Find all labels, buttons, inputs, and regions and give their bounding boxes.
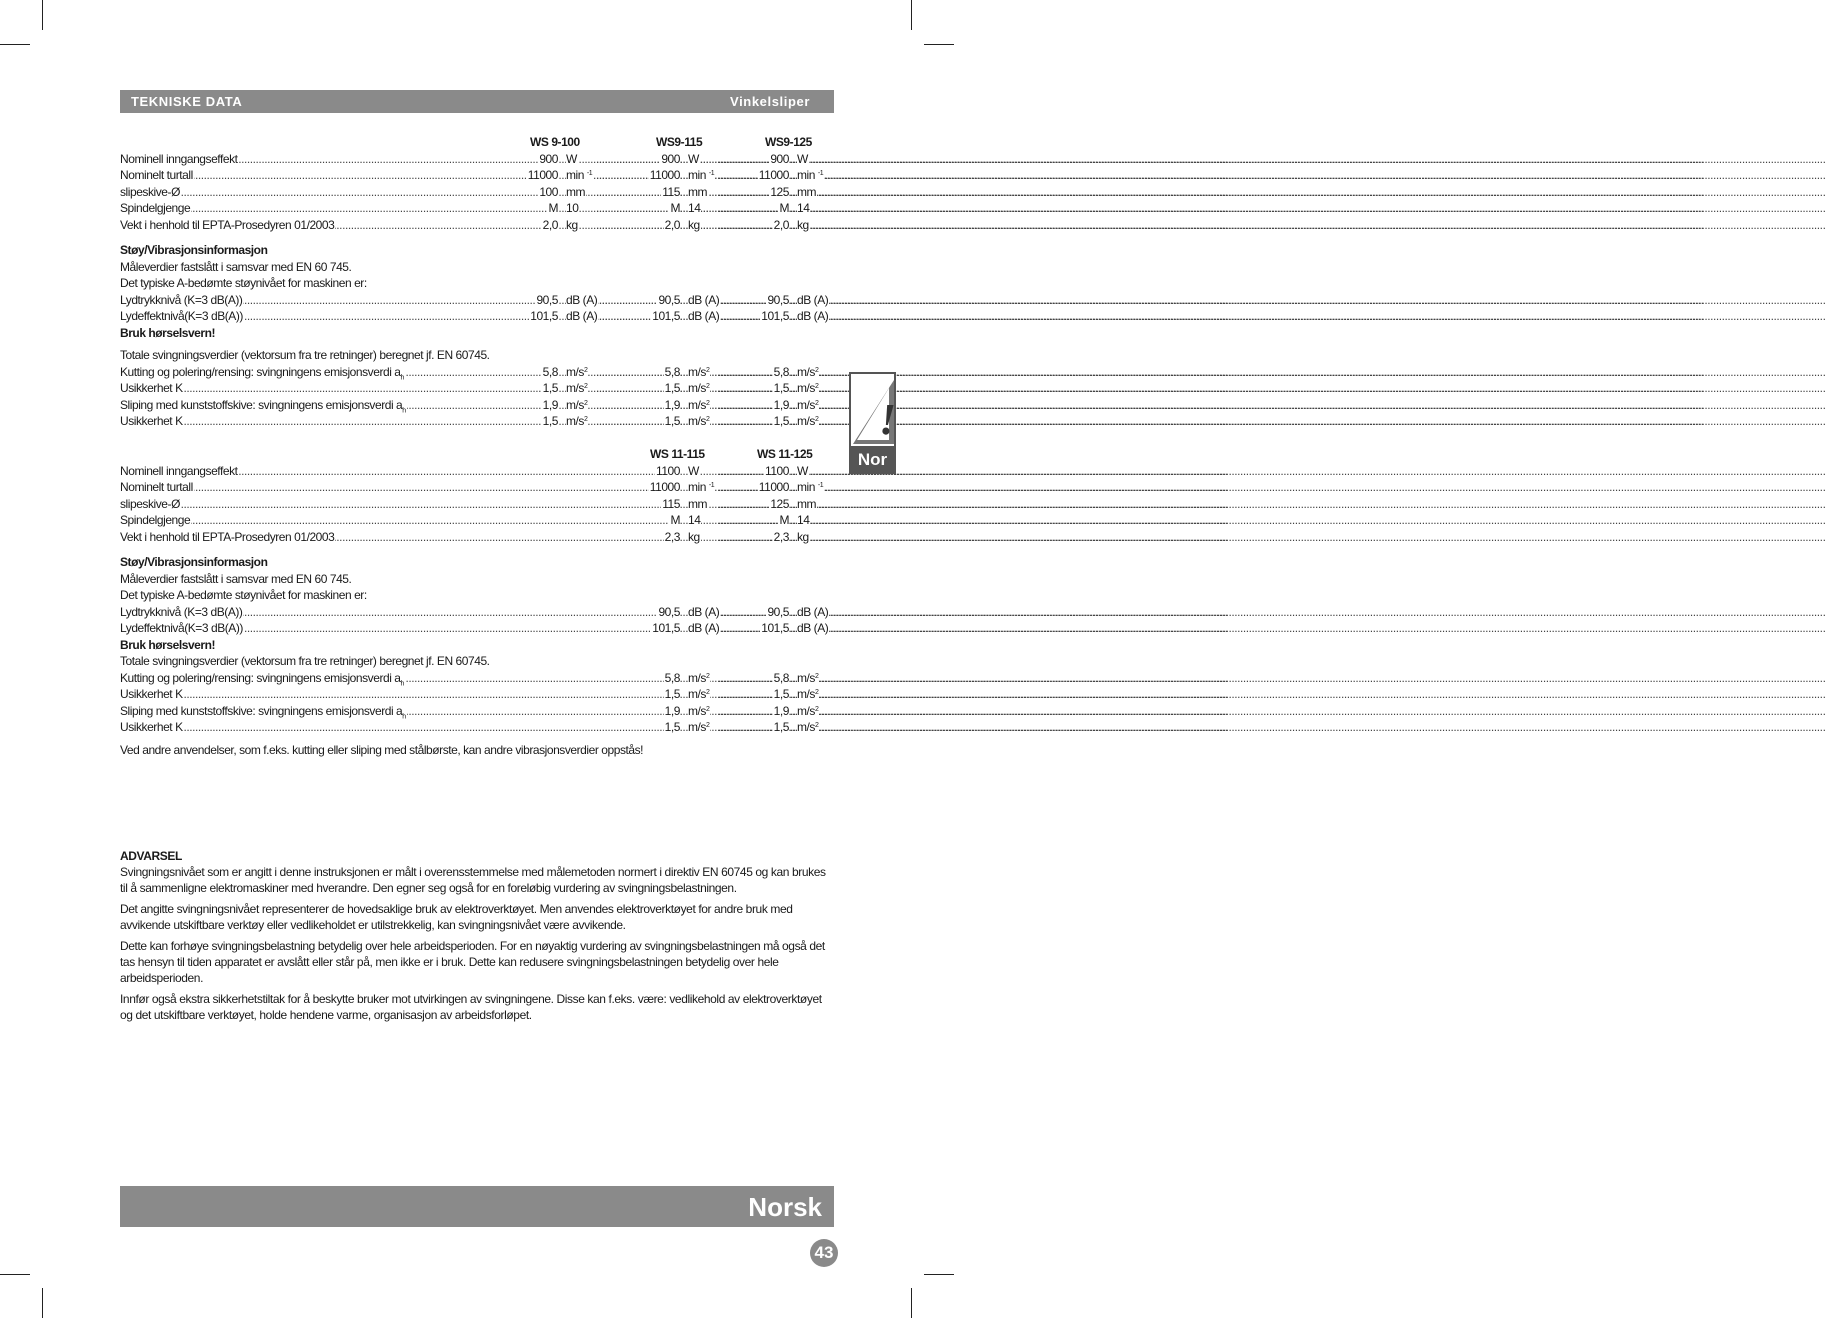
row-label: slipeskive-Ø	[120, 496, 180, 511]
data-row	[120, 292, 834, 309]
row-value: 90,5	[658, 292, 680, 307]
vibration-intro: Totale svingningsverdier (vektorsum fra tre retninger) beregnet jf. EN 60745.	[120, 348, 490, 362]
crop-mark	[42, 1288, 43, 1318]
row-unit: mm	[797, 184, 817, 199]
row-unit: W	[797, 463, 808, 478]
model-name: WS 9-100	[530, 135, 580, 149]
row-unit: mm	[688, 496, 708, 511]
hearing-protection-notice: Bruk hørselsvern!	[120, 637, 216, 652]
row-value: 1,9	[664, 703, 680, 718]
row-value: 90,5	[658, 604, 680, 619]
row-value: 11000	[527, 168, 558, 182]
row-value: 90,5	[767, 292, 789, 307]
row-value: 2,0	[542, 217, 558, 232]
section-header	[120, 90, 834, 113]
data-row	[120, 364, 834, 381]
warning-paragraph: Innfør også ekstra sikkerhetstiltak for å beskytte bruker mot utvirkingen av svingningene. Disse kan f.eks. være: vedlikehold av elektroverktøyet og det utskiftbare verktøyet, holde hendene varme, organisasjon av arbeidsforløpet.	[120, 992, 822, 1022]
crop-mark	[924, 1274, 954, 1275]
row-label: Lydtrykknivå (K=3 dB(A))	[120, 292, 243, 307]
data-row	[120, 463, 834, 480]
model-header-row	[120, 446, 834, 463]
row-value: 101,5	[652, 621, 680, 635]
row-value: M	[779, 201, 789, 215]
row-unit: $m/s^2$	[688, 381, 710, 395]
row-unit: mm	[688, 184, 708, 199]
row-unit: 14	[688, 513, 701, 527]
row-value: 1,9	[542, 397, 558, 412]
row-unit: $m/s^2$	[688, 397, 710, 412]
row-label: Lydeffektnivå(K=3 dB(A))	[120, 621, 243, 635]
row-value: 900	[770, 151, 789, 166]
row-unit: W	[797, 151, 808, 166]
row-value: 101,5	[761, 309, 789, 323]
row-unit: kg	[566, 217, 578, 232]
row-value: 1100	[764, 463, 789, 478]
row-label: Vekt i henhold til EPTA-Prosedyren 01/2003	[120, 217, 335, 232]
row-label: Nominelt turtall	[120, 480, 193, 494]
data-row	[120, 308, 834, 325]
row-value: 90,5	[767, 604, 789, 619]
data-row	[120, 397, 834, 414]
noise-text: Det typiske A-bedømte støynivået for maskinen er:	[120, 588, 367, 602]
row-value: 2,0	[773, 217, 789, 232]
row-label: Sliping med kunststoffskive: svingningens emisjonsverdi $a_h$	[120, 703, 407, 726]
data-row	[120, 670, 834, 687]
crop-mark	[911, 1288, 912, 1318]
row-unit: $m/s^2$	[688, 414, 710, 428]
row-label: Lydeffektnivå(K=3 dB(A))	[120, 309, 243, 323]
data-row	[120, 703, 834, 720]
row-value: 11000	[649, 168, 680, 182]
row-value: 115	[662, 496, 680, 511]
noise-text: Det typiske A-bedømte støynivået for maskinen er:	[120, 276, 367, 290]
row-unit: W	[688, 463, 699, 478]
row-unit: min $^{-1}$	[797, 480, 824, 494]
warning-paragraph: Det angitte svingningsnivået representerer de hovedsaklige bruk av elektroverktøyet. Men anvendes elektroverktøyet for andre bruk med avvikende utskiftbare verktøy eller vedlikeholdet er utilstrekkelig, kan svingningsnivået være avvikende.	[120, 902, 793, 932]
data-row	[120, 529, 834, 546]
row-unit: $m/s^2$	[688, 364, 710, 379]
row-label: Nominelt turtall	[120, 168, 193, 182]
row-unit: $m/s^2$	[797, 414, 819, 428]
row-unit: mm	[566, 184, 586, 199]
row-unit: min $^{-1}$	[797, 168, 824, 182]
row-unit: $m/s^2$	[797, 687, 819, 701]
row-unit: dB (A)	[688, 309, 720, 323]
row-unit: $m/s^2$	[688, 720, 710, 734]
row-value: 11000	[758, 480, 789, 494]
row-unit: kg	[797, 217, 809, 232]
row-label: Lydtrykknivå (K=3 dB(A))	[120, 604, 243, 619]
language-tab-label: Nor	[857, 450, 888, 469]
row-unit: min $^{-1}$	[566, 168, 593, 182]
row-unit: $m/s^2$	[688, 670, 710, 685]
row-value: 1100	[655, 463, 680, 478]
row-label: Usikkerhet K	[120, 720, 183, 734]
row-label: Sliping med kunststoffskive: svingningens emisjonsverdi $a_h$	[120, 397, 407, 420]
row-unit: dB (A)	[688, 604, 720, 619]
row-unit: $m/s^2$	[797, 703, 819, 718]
row-value: 1,5	[664, 720, 680, 734]
row-value: 2,3	[664, 529, 680, 544]
row-value: 1,5	[773, 720, 789, 734]
svg-text:!: !	[879, 395, 897, 444]
row-value: 2,0	[664, 217, 680, 232]
vibration-note: Ved andre anvendelser, som f.eks. kutting eller sliping med stålbørste, kan andre vibrasjonsverdier oppstås!	[120, 742, 644, 757]
model-name: WS9-125	[765, 135, 812, 149]
row-value: 11000	[649, 480, 680, 494]
spec-section-ws11	[120, 446, 834, 758]
row-unit: $m/s^2$	[797, 720, 819, 734]
row-value: 900	[661, 151, 680, 166]
row-value: M	[670, 513, 680, 527]
data-row	[120, 620, 834, 637]
row-unit: dB (A)	[797, 309, 829, 323]
row-value: M	[548, 201, 558, 215]
model-name: WS 11-125	[757, 447, 813, 461]
row-label: Kutting og polering/rensing: svingningens emisjonsverdi $a_h$	[120, 364, 405, 387]
footer-language: Norsk	[748, 1192, 822, 1222]
row-value: 1,5	[773, 381, 789, 395]
row-unit: dB (A)	[688, 292, 720, 307]
row-unit: min $^{-1}$	[688, 168, 715, 182]
row-label: Usikkerhet K	[120, 381, 183, 395]
data-row	[120, 604, 834, 621]
row-unit: $m/s^2$	[797, 364, 819, 379]
data-row	[120, 217, 834, 234]
noise-title: Støy/Vibrasjonsinformasjon	[120, 243, 268, 257]
row-label: Nominell inngangseffekt	[120, 463, 238, 478]
row-value: 125	[770, 496, 789, 511]
row-label: Spindelgjenge	[120, 513, 191, 527]
row-unit: mm	[797, 496, 817, 511]
row-value: 101,5	[652, 309, 680, 323]
row-unit: $m/s^2$	[566, 414, 588, 428]
noise-title: Støy/Vibrasjonsinformasjon	[120, 555, 268, 569]
row-label: Usikkerhet K	[120, 414, 183, 428]
row-value: 1,5	[542, 381, 558, 395]
row-unit: dB (A)	[566, 309, 598, 323]
crop-mark	[924, 44, 954, 45]
vibration-intro: Totale svingningsverdier (vektorsum fra tre retninger) beregnet jf. EN 60745.	[120, 654, 490, 668]
row-unit: 14	[797, 201, 810, 215]
row-value: M	[670, 201, 680, 215]
row-value: 1,9	[664, 397, 680, 412]
row-label: Kutting og polering/rensing: svingningens emisjonsverdi $a_h$	[120, 670, 405, 693]
header-title: TEKNISKE DATA	[131, 94, 243, 109]
row-unit: $m/s^2$	[797, 397, 819, 412]
data-row	[120, 512, 834, 529]
row-unit: $m/s^2$	[797, 381, 819, 395]
crop-mark	[911, 0, 912, 30]
row-unit: $m/s^2$	[688, 703, 710, 718]
row-label: Spindelgjenge	[120, 201, 191, 215]
row-unit: kg	[797, 529, 809, 544]
row-unit: $m/s^2$	[688, 687, 710, 701]
warning-paragraph: Dette kan forhøye svingningsbelastning betydelig over hele arbeidsperioden. For en nøyaktig vurdering av svingningsbelastningen må også det tas hensyn til tiden apparatet er avslått eller står på, men ikke er i bruk. Dette kan redusere svingningsbelastningen betydelig over hele arbeidsperioden.	[120, 939, 825, 985]
crop-mark	[42, 0, 43, 30]
row-unit: kg	[688, 217, 700, 232]
data-row	[120, 151, 834, 168]
row-value: 1,9	[773, 397, 789, 412]
row-unit: dB (A)	[797, 604, 829, 619]
row-label: Nominell inngangseffekt	[120, 151, 238, 166]
row-value: 1,5	[542, 414, 558, 428]
row-value: 100	[539, 184, 558, 199]
row-unit: dB (A)	[797, 292, 829, 307]
hearing-protection-notice: Bruk hørselsvern!	[120, 325, 216, 340]
crop-mark	[0, 44, 30, 45]
row-value: 101,5	[530, 309, 558, 323]
row-label: Usikkerhet K	[120, 687, 183, 701]
row-unit: 10	[566, 201, 579, 215]
row-unit: $m/s^2$	[566, 381, 588, 395]
row-value: M	[779, 513, 789, 527]
warning-triangle-icon	[851, 374, 897, 446]
row-label: slipeskive-Ø	[120, 184, 180, 199]
row-value: 11000	[758, 168, 789, 182]
model-name: WS 11-115	[650, 447, 705, 461]
language-side-tab	[849, 372, 896, 474]
row-unit: 14	[797, 513, 810, 527]
row-unit: dB (A)	[566, 292, 598, 307]
row-value: 1,5	[664, 687, 680, 701]
row-value: 1,5	[664, 381, 680, 395]
data-row	[120, 479, 834, 496]
row-unit: 14	[688, 201, 701, 215]
row-value: 5,8	[773, 364, 789, 379]
row-value: 1,5	[664, 414, 680, 428]
row-value: 90,5	[536, 292, 558, 307]
warning-paragraph: Svingningsnivået som er angitt i denne instruksjonen er målt i overensstemmelse med målemetoden normert i direktiv EN 60745 og kan brukes til å sammenligne elektromaskiner med hverandre. Den egner seg også for en foreløbig vurdering av svingningsbelastningen.	[120, 865, 826, 895]
data-row	[120, 200, 834, 217]
row-value: 900	[539, 151, 558, 166]
data-row	[120, 496, 834, 513]
row-value: 101,5	[761, 621, 789, 635]
row-value: 1,5	[773, 687, 789, 701]
row-value: 1,9	[773, 703, 789, 718]
row-value: 115	[662, 184, 680, 199]
row-value: 5,8	[664, 670, 680, 685]
spec-section-ws9	[120, 134, 834, 430]
model-header-row	[120, 134, 834, 151]
row-unit: min $^{-1}$	[688, 480, 715, 494]
row-unit: dB (A)	[797, 621, 829, 635]
row-unit: $m/s^2$	[566, 397, 588, 412]
row-unit: $m/s^2$	[566, 364, 588, 379]
row-value: 2,3	[773, 529, 789, 544]
row-label: Vekt i henhold til EPTA-Prosedyren 01/2003	[120, 529, 335, 544]
row-unit: $m/s^2$	[797, 670, 819, 685]
footer-language-bar	[120, 1186, 834, 1227]
warning-title: ADVARSEL	[120, 849, 182, 863]
noise-text: Måleverdier fastslått i samsvar med EN 60 745.	[120, 571, 352, 586]
row-value: 125	[770, 184, 789, 199]
row-value: 5,8	[542, 364, 558, 379]
model-name: WS9-115	[656, 135, 703, 149]
page-number: 43	[810, 1239, 838, 1267]
row-value: 5,8	[664, 364, 680, 379]
data-row	[120, 167, 834, 184]
row-unit: W	[688, 151, 699, 166]
row-unit: dB (A)	[688, 621, 720, 635]
header-product: Vinkelsliper	[730, 94, 810, 109]
row-unit: kg	[688, 529, 700, 544]
data-row	[120, 184, 834, 201]
warning-section	[120, 848, 834, 1028]
row-unit: W	[566, 151, 577, 166]
row-value: 1,5	[773, 414, 789, 428]
noise-text: Måleverdier fastslått i samsvar med EN 60 745.	[120, 259, 352, 274]
row-value: 5,8	[773, 670, 789, 685]
crop-mark	[0, 1274, 30, 1275]
